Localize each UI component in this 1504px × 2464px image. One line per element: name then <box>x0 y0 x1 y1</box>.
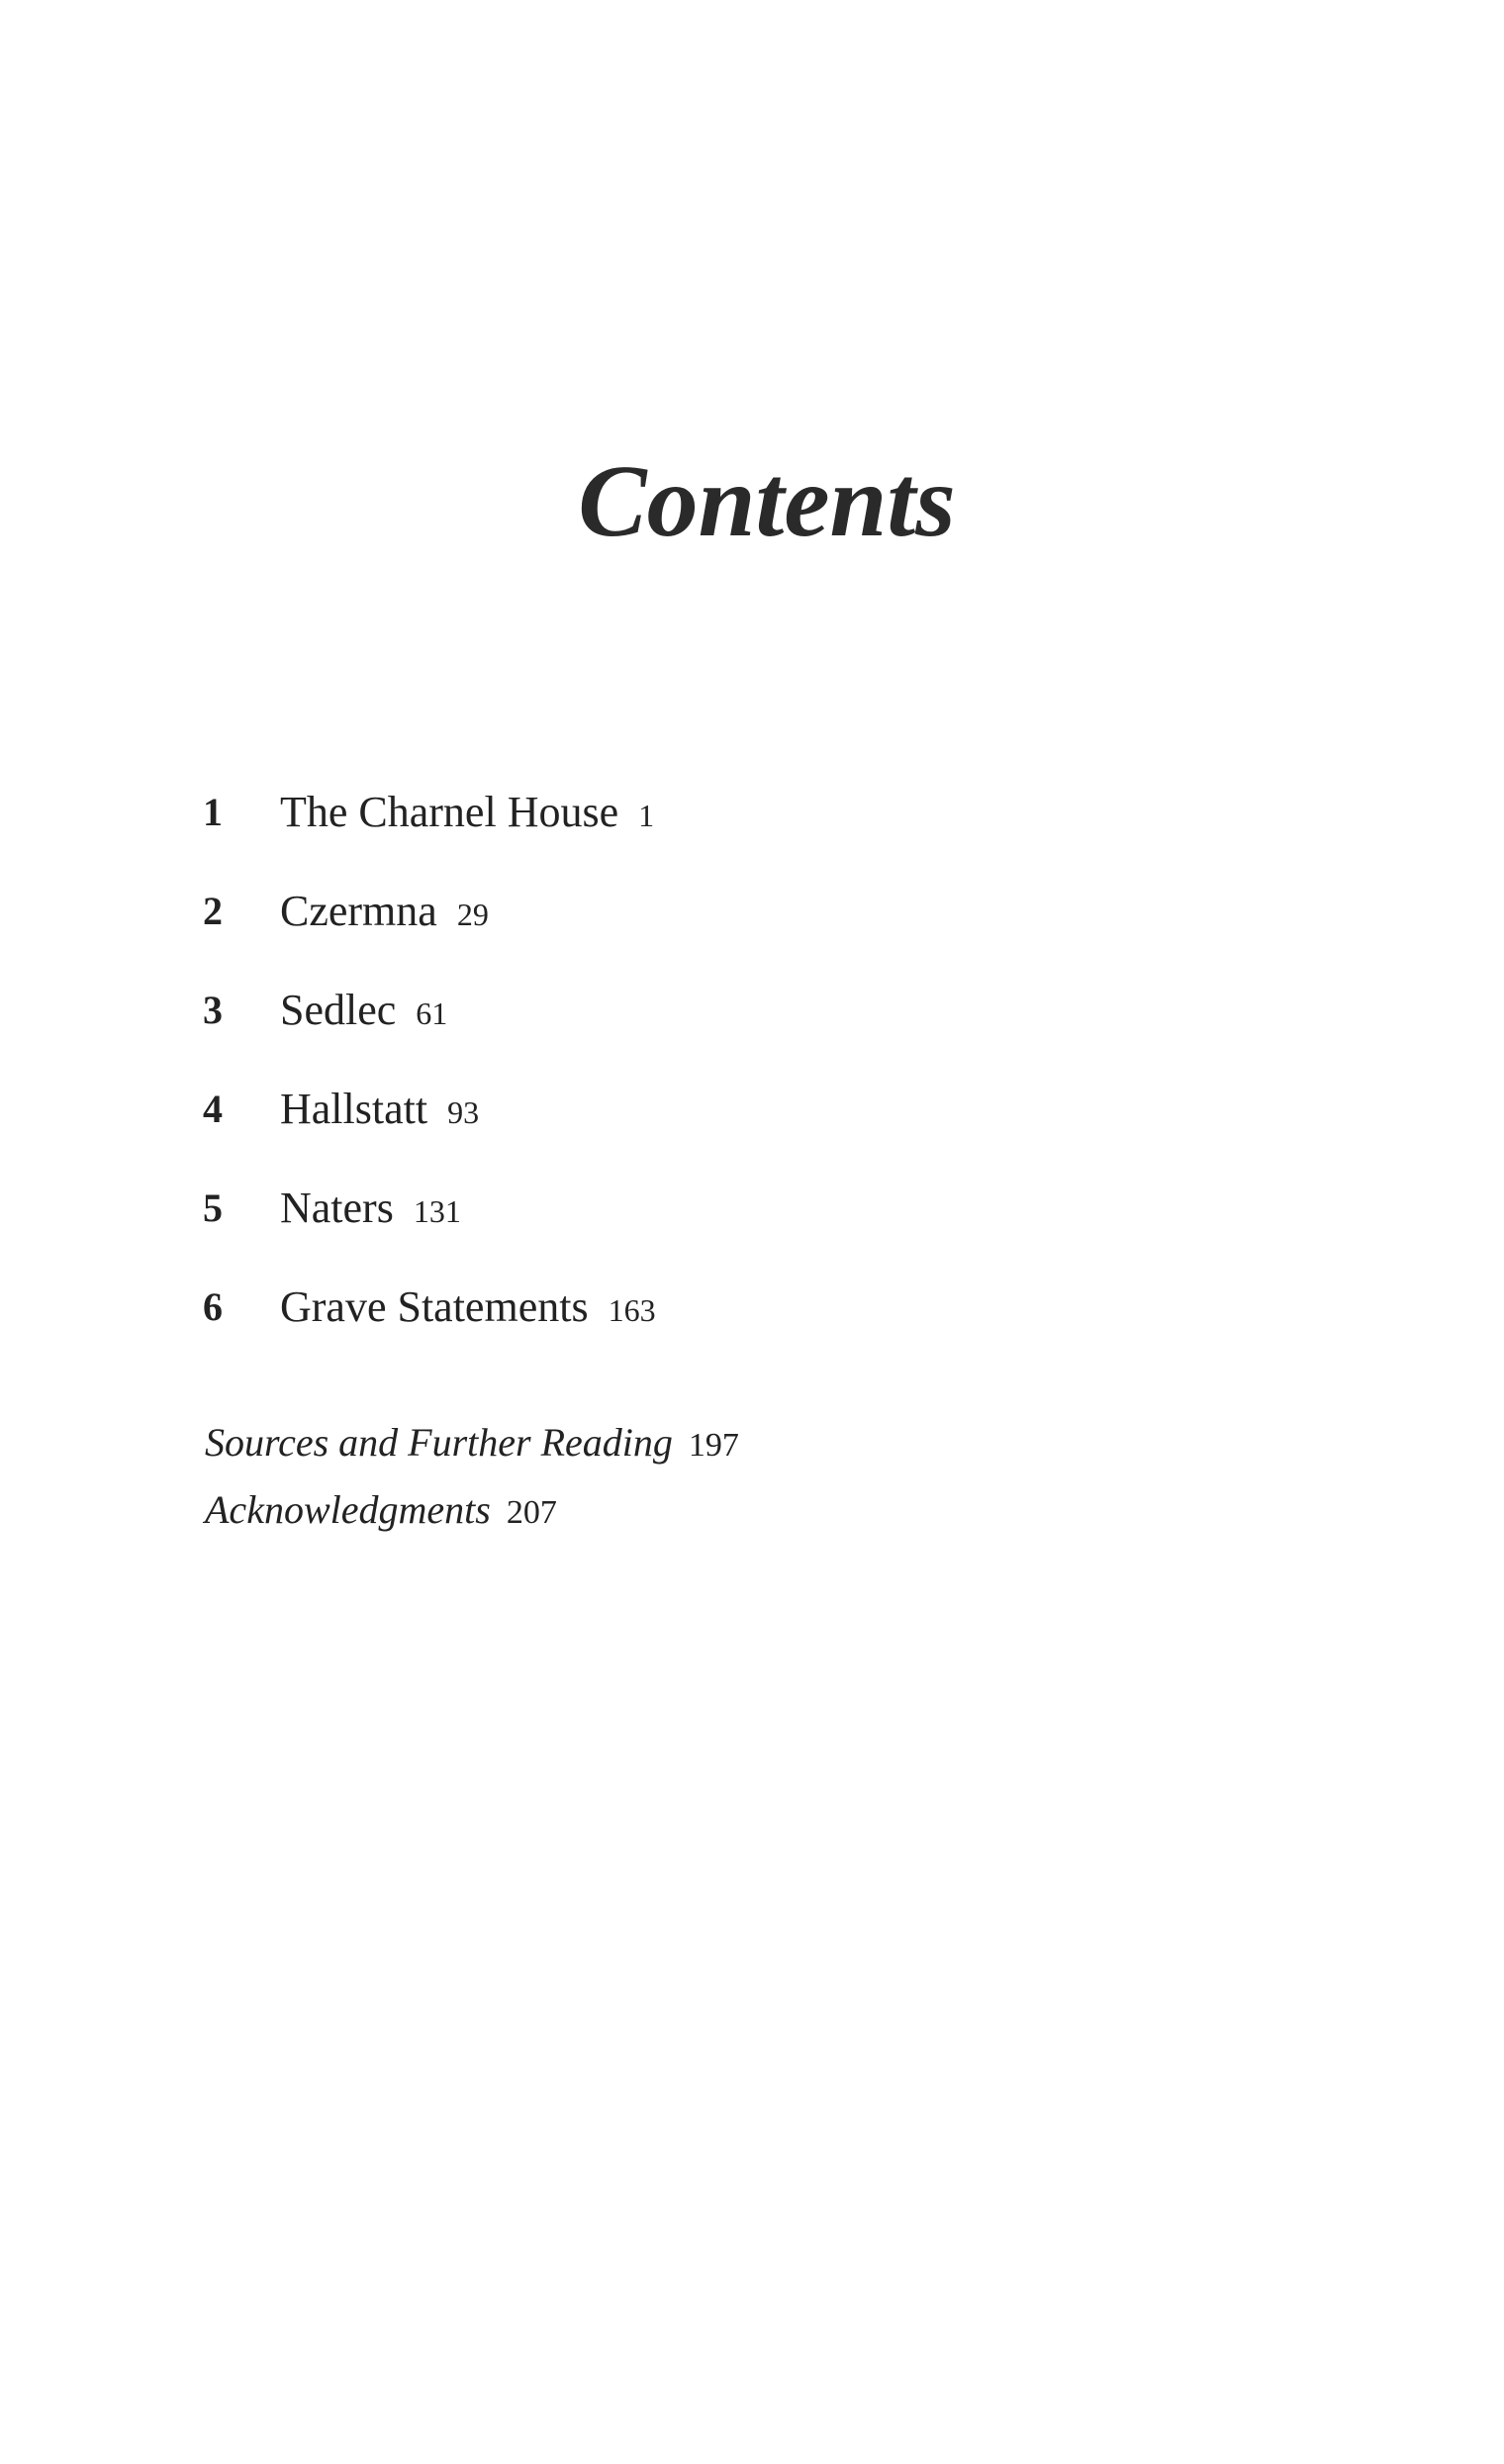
chapter-title: Czermna <box>280 887 437 935</box>
chapter-number: 4 <box>203 1087 223 1131</box>
page-number: 61 <box>416 995 448 1031</box>
chapter-number: 3 <box>203 988 223 1032</box>
chapter-number: 5 <box>203 1185 223 1230</box>
page-number: 131 <box>413 1193 461 1229</box>
page-number: 93 <box>447 1094 480 1130</box>
page-number: 29 <box>456 897 489 932</box>
chapter-title: Sedlec <box>280 986 397 1034</box>
chapter-title: The Charnel House <box>280 788 619 836</box>
back-matter-entry[interactable] <box>205 1482 557 1541</box>
chapter-title: Naters <box>280 1184 394 1232</box>
chapter-number: 6 <box>203 1284 223 1329</box>
page-number: 197 <box>688 1427 739 1464</box>
back-matter-title: Acknowledgments <box>205 1487 491 1532</box>
chapter-title: Hallstatt <box>280 1085 428 1133</box>
page-title: Contents <box>578 443 956 558</box>
chapter-title: Grave Statements <box>280 1282 589 1331</box>
chapter-number: 1 <box>203 790 223 834</box>
chapter-number: 2 <box>203 889 223 933</box>
page-number: 207 <box>506 1494 557 1531</box>
page-number: 163 <box>608 1292 656 1328</box>
back-matter-title: Sources and Further Reading <box>205 1420 673 1465</box>
back-matter-entry[interactable] <box>205 1415 739 1473</box>
page-number: 1 <box>638 798 655 833</box>
